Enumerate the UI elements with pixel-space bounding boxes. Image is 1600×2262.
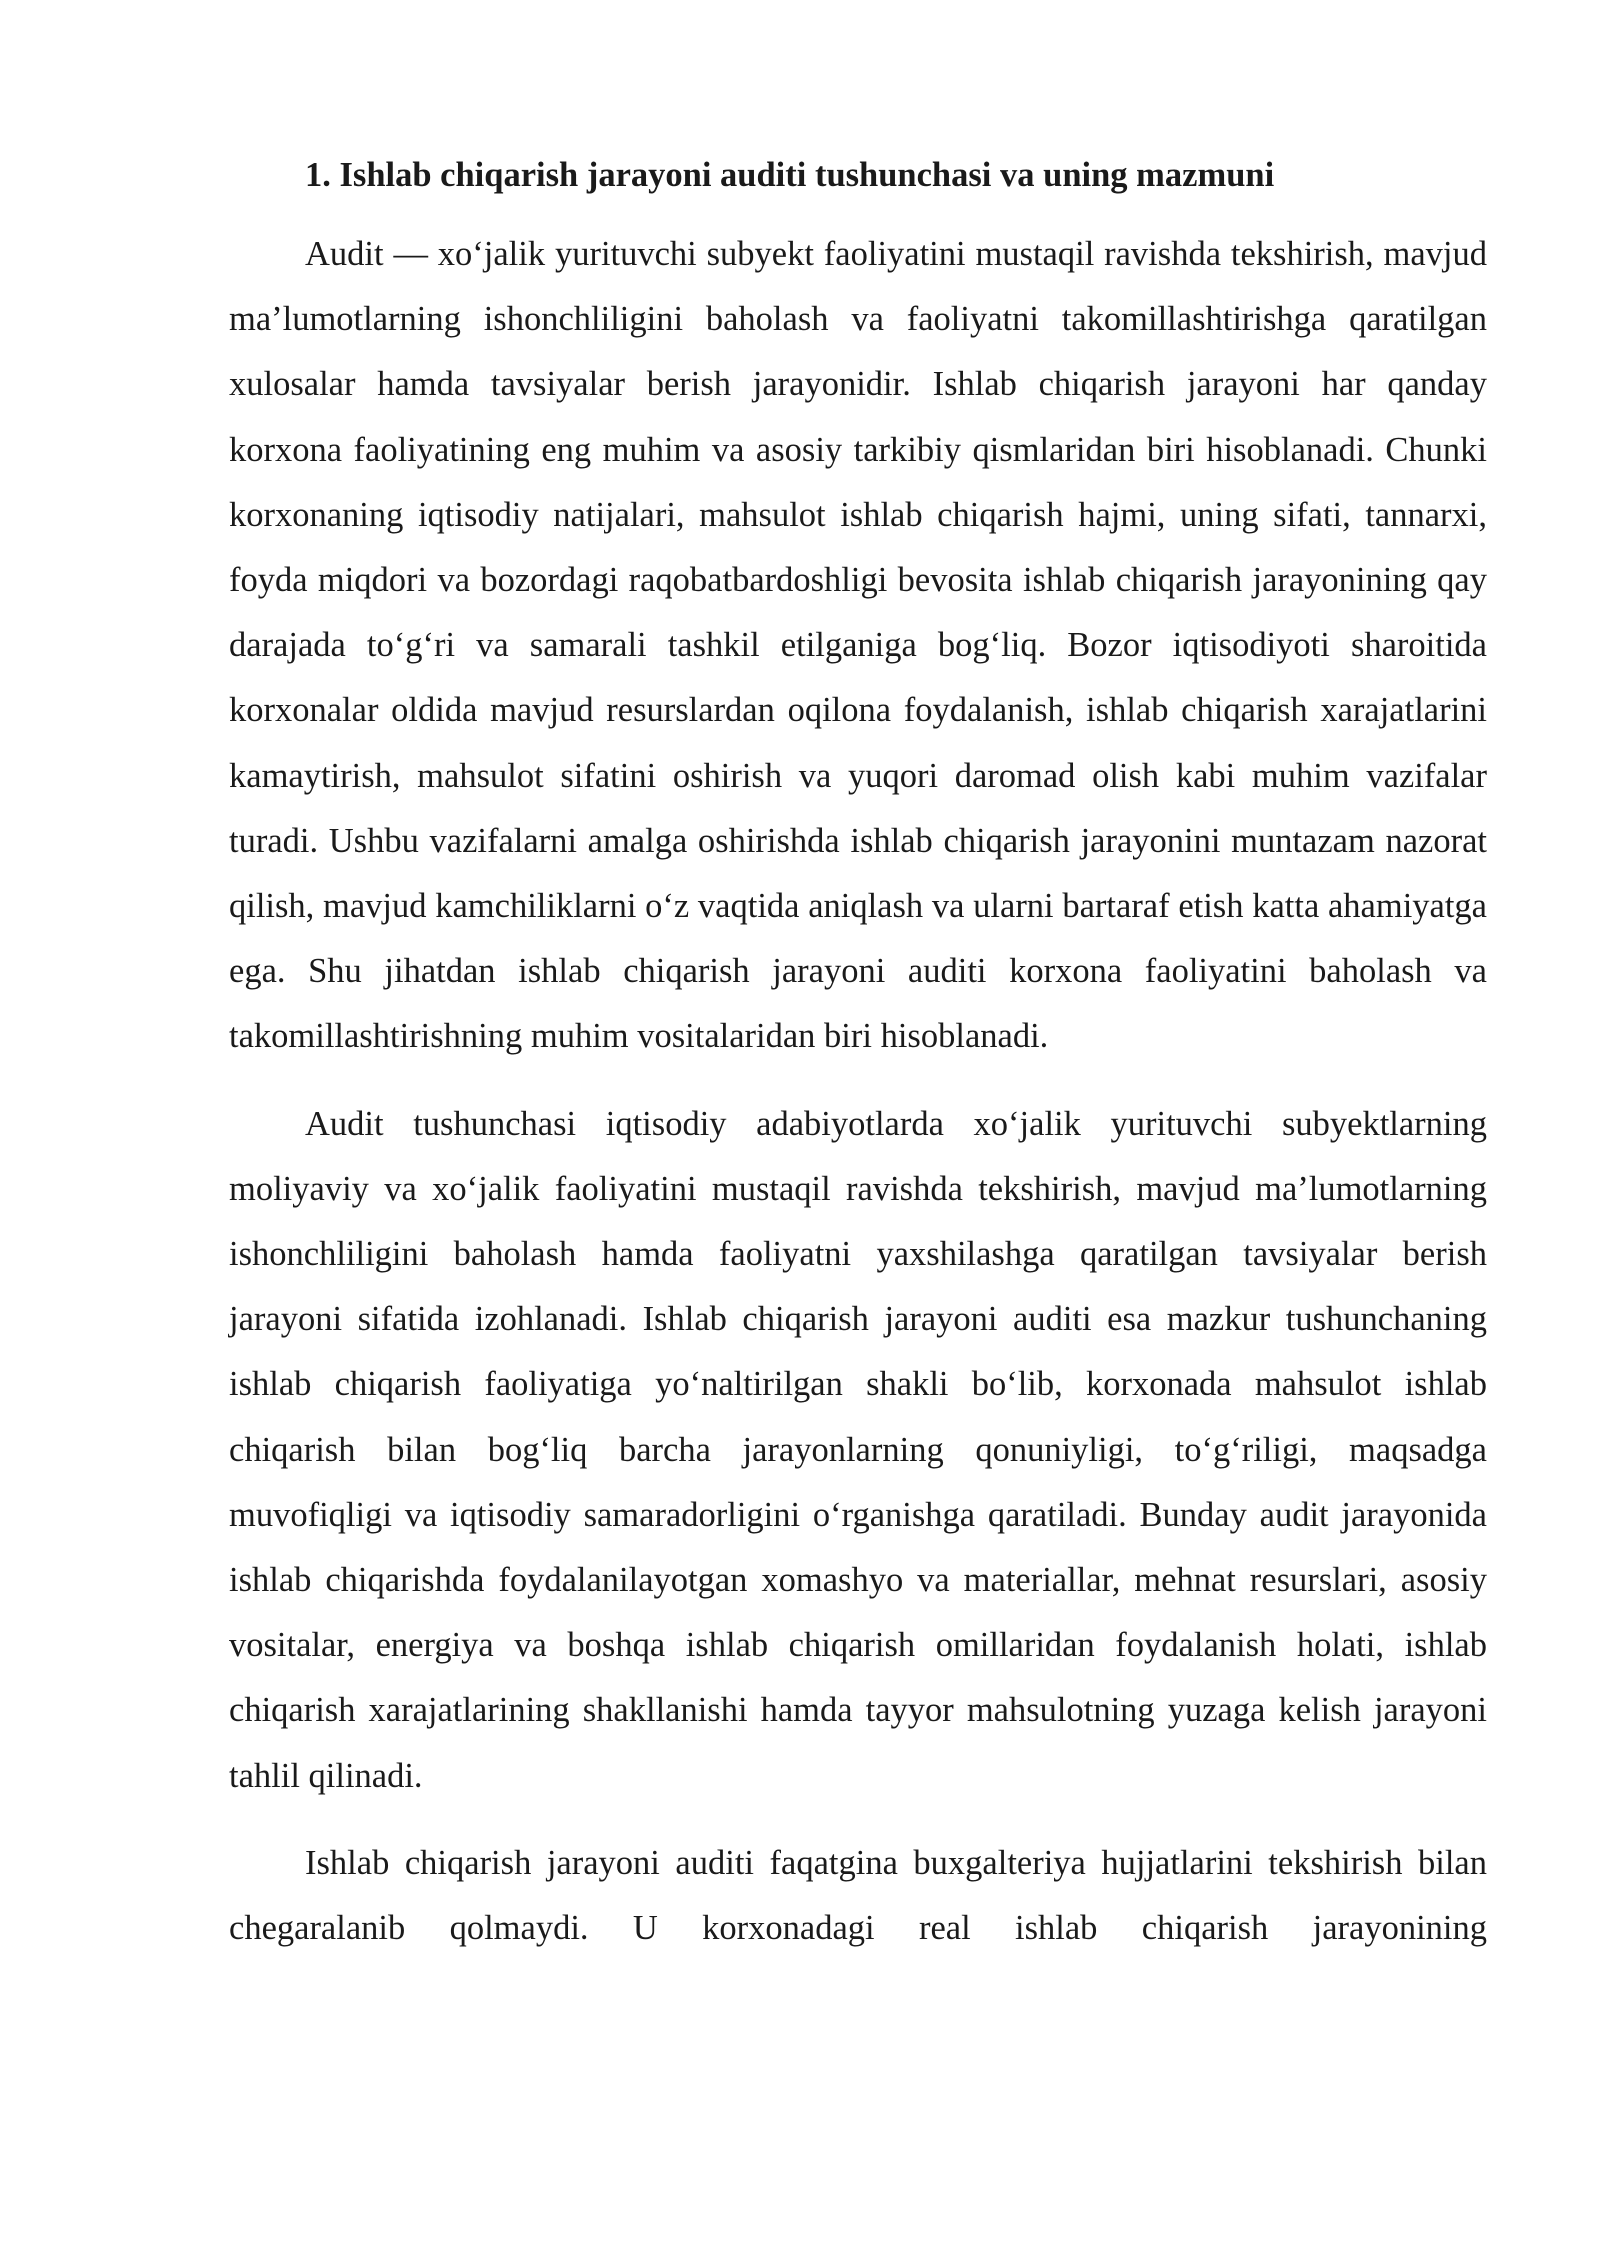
section-heading: 1. Ishlab chiqarish jarayoni auditi tushunchasi va uning mazmuni [305,156,1275,194]
document-body [229,148,1487,1983]
paragraph-3: Ishlab chiqarish jarayoni auditi faqatgina buxgalteriya hujjatlarini tekshirish bilan chegaralanib qolmaydi. U korxonadagi real ishlab chiqarish jarayonining [229,1843,1487,1948]
paragraph-2: Audit tushunchasi iqtisodiy adabiyotlarda xo‘jalik yurituvchi subyektlarning moliyaviy va xo‘jalik faoliyatini mustaqil ravishda tekshirish, mavjud ma’lumotlarning ishonchliligini baholash hamda faoliyatni yaxshilashga qaratilgan tavsiyalar berish jarayoni sifatida izohlanadi. Ishlab chiqarish jarayoni auditi esa mazkur tushunchaning ishlab chiqarish faoliyatiga yo‘naltirilgan shakli bo‘lib, korxonada mahsulot ishlab chiqarish bilan bog‘liq barcha jarayonlarning qonuniyligi, to‘g‘riligi, maqsadga muvofiqligi va iqtisodiy samaradorligini o‘rganishga qaratiladi. Bunday audit jarayonida ishlab chiqarishda foydalanilayotgan xomashyo va materiallar, mehnat resurslari, asosiy vositalar, energiya va boshqa ishlab chiqarish omillaridan foydalanish holati, ishlab chiqarish xarajatlarining shakllanishi hamda tayyor mahsulotning yuzaga kelish jarayoni tahlil qilinadi. [229,1104,1487,1795]
paragraph-1: Audit — xo‘jalik yurituvchi subyekt faoliyatini mustaqil ravishda tekshirish, mavjud ma’lumotlarning ishonchliligini baholash va faoliyatni takomillashtirishga qaratilgan xulosalar hamda tavsiyalar berish jarayonidir. Ishlab chiqarish jarayoni har qanday korxona faoliyatining eng muhim va asosiy tarkibiy qismlaridan biri hisoblanadi. Chunki korxonaning iqtisodiy natijalari, mahsulot ishlab chiqarish hajmi, uning sifati, tannarxi, foyda miqdori va bozordagi raqobatbardoshligi bevosita ishlab chiqarish jarayonining qay darajada to‘g‘ri va samarali tashkil etilganiga bog‘liq. Bozor iqtisodiyoti sharoitida korxonalar oldida mavjud resurslardan oqilona foydalanish, ishlab chiqarish xarajatlarini kamaytirish, mahsulot sifatini oshirish va yuqori daromad olish kabi muhim vazifalar turadi. Ushbu vazifalarni amalga oshirishda ishlab chiqarish jarayonini muntazam nazorat qilish, mavjud kamchiliklarni o‘z vaqtida aniqlash va ularni bartaraf etish katta ahamiyatga ega. Shu jihatdan ishlab chiqarish jarayoni auditi korxona faoliyatini baholash va takomillashtirishning muhim vositalaridan biri hisoblanadi. [229,235,1487,1056]
